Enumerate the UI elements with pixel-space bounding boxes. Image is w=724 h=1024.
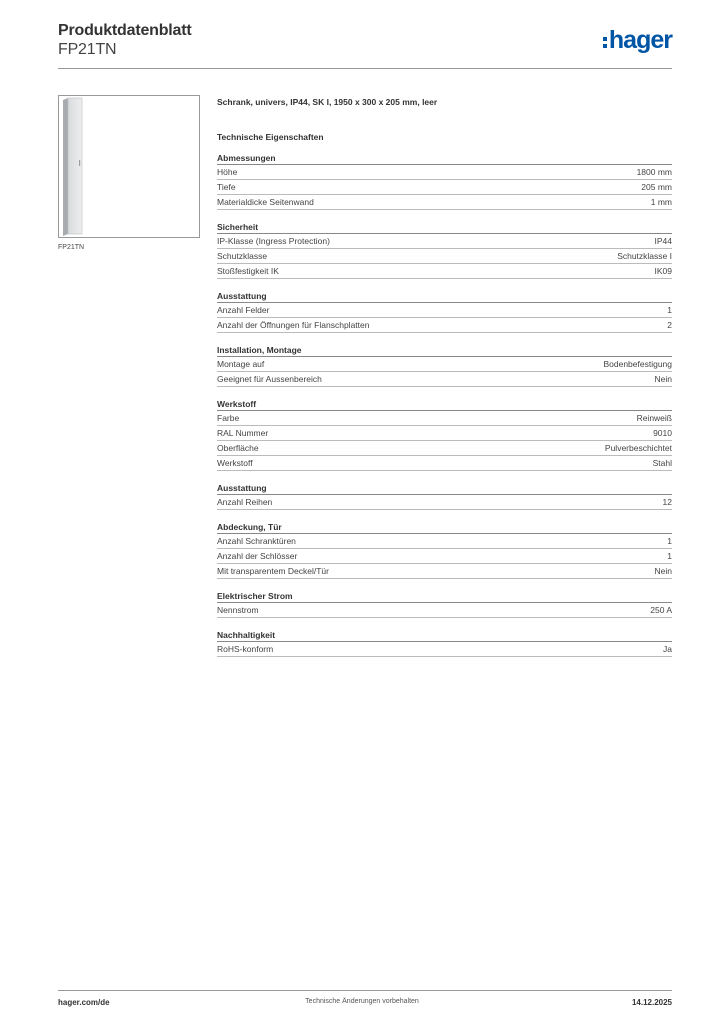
property-row	[217, 603, 672, 618]
property-label: Tiefe	[217, 182, 236, 192]
property-label: Anzahl Felder	[217, 305, 270, 315]
property-value: Pulverbeschichtet	[604, 443, 672, 453]
property-section	[217, 482, 672, 510]
footer-website-link[interactable]: hager.com/de	[58, 998, 110, 1007]
property-label: Anzahl Schranktüren	[217, 536, 296, 546]
footer-date: 14.12.2025	[631, 998, 672, 1007]
header-divider	[58, 68, 672, 69]
section-title: Elektrischer Strom	[217, 590, 672, 603]
property-section	[217, 290, 672, 333]
property-row	[217, 534, 672, 549]
property-value: 1800 mm	[636, 167, 672, 177]
property-row	[217, 180, 672, 195]
technical-properties-heading: Technische Eigenschaften	[217, 132, 324, 142]
property-label: IP-Klasse (Ingress Protection)	[217, 236, 330, 246]
section-title: Installation, Montage	[217, 344, 672, 357]
property-value: 1	[667, 305, 672, 315]
property-label: Farbe	[217, 413, 240, 423]
property-label: Nennstrom	[217, 605, 259, 615]
property-section	[217, 152, 672, 210]
property-row	[217, 495, 672, 510]
property-value: IK09	[654, 266, 672, 276]
property-label: Anzahl der Schlösser	[217, 551, 298, 561]
property-label: Werkstoff	[217, 458, 253, 468]
property-value: Reinweiß	[636, 413, 672, 423]
product-image-caption: FP21TN	[58, 244, 85, 251]
property-value: Bodenbefestigung	[603, 359, 672, 369]
property-label: RAL Nummer	[217, 428, 269, 438]
property-label: Materialdicke Seitenwand	[217, 197, 314, 207]
property-section	[217, 521, 672, 579]
property-label: Stoßfestigkeit IK	[217, 266, 279, 276]
page-header	[58, 20, 672, 70]
property-row	[217, 357, 672, 372]
property-row	[217, 411, 672, 426]
footer-notice: Technische Änderungen vorbehalten	[305, 998, 419, 1005]
property-section	[217, 629, 672, 657]
property-row	[217, 564, 672, 579]
property-label: Mit transparentem Deckel/Tür	[217, 566, 329, 576]
property-label: RoHS-konform	[217, 644, 274, 654]
property-label: Oberfläche	[217, 443, 259, 453]
section-title: Ausstattung	[217, 290, 672, 303]
property-value: Nein	[654, 374, 672, 384]
logo-text: hager	[608, 26, 672, 54]
product-description: Schrank, univers, IP44, SK I, 1950 x 300 x 205 mm, leer	[217, 97, 438, 107]
property-section	[217, 344, 672, 387]
section-title: Ausstattung	[217, 482, 672, 495]
property-row	[217, 234, 672, 249]
property-section	[217, 398, 672, 471]
product-details	[217, 95, 672, 668]
footer-divider	[58, 990, 672, 991]
property-section	[217, 590, 672, 618]
property-row	[217, 318, 672, 333]
property-row	[217, 303, 672, 318]
property-value: 9010	[653, 428, 672, 438]
property-label: Geeignet für Aussenbereich	[217, 374, 322, 384]
property-row	[217, 264, 672, 279]
property-row	[217, 642, 672, 657]
section-title: Abmessungen	[217, 152, 672, 165]
section-title: Werkstoff	[217, 398, 672, 411]
property-label: Höhe	[217, 167, 238, 177]
property-label: Montage auf	[217, 359, 265, 369]
product-image	[58, 95, 200, 238]
property-label: Schutzklasse	[217, 251, 268, 261]
property-label: Anzahl der Öffnungen für Flanschplatten	[217, 320, 370, 330]
property-value: Nein	[654, 566, 672, 576]
property-section	[217, 221, 672, 279]
property-value: 12	[662, 497, 672, 507]
property-row	[217, 249, 672, 264]
property-row	[217, 549, 672, 564]
property-value: 1	[667, 536, 672, 546]
property-value: 1	[667, 551, 672, 561]
property-value: Ja	[663, 644, 672, 654]
logo-dots-icon	[603, 37, 607, 48]
property-value: 1 mm	[650, 197, 672, 207]
property-row	[217, 426, 672, 441]
property-value: 250 A	[650, 605, 672, 615]
property-value: IP44	[654, 236, 672, 246]
property-row	[217, 165, 672, 180]
property-value: 2	[667, 320, 672, 330]
section-title: Nachhaltigkeit	[217, 629, 672, 642]
property-sections	[217, 152, 672, 657]
section-title: Abdeckung, Tür	[217, 521, 672, 534]
property-row	[217, 372, 672, 387]
document-title: Produktdatenblatt	[58, 22, 192, 39]
property-value: Stahl	[652, 458, 672, 468]
section-title: Sicherheit	[217, 221, 672, 234]
product-code: FP21TN	[58, 41, 117, 58]
property-value: 205 mm	[641, 182, 672, 192]
property-row	[217, 456, 672, 471]
cabinet-illustration-icon	[59, 96, 199, 237]
hager-logo	[603, 26, 672, 54]
property-value: Schutzklasse I	[617, 251, 672, 261]
property-label: Anzahl Reihen	[217, 497, 273, 507]
property-row	[217, 441, 672, 456]
property-row	[217, 195, 672, 210]
